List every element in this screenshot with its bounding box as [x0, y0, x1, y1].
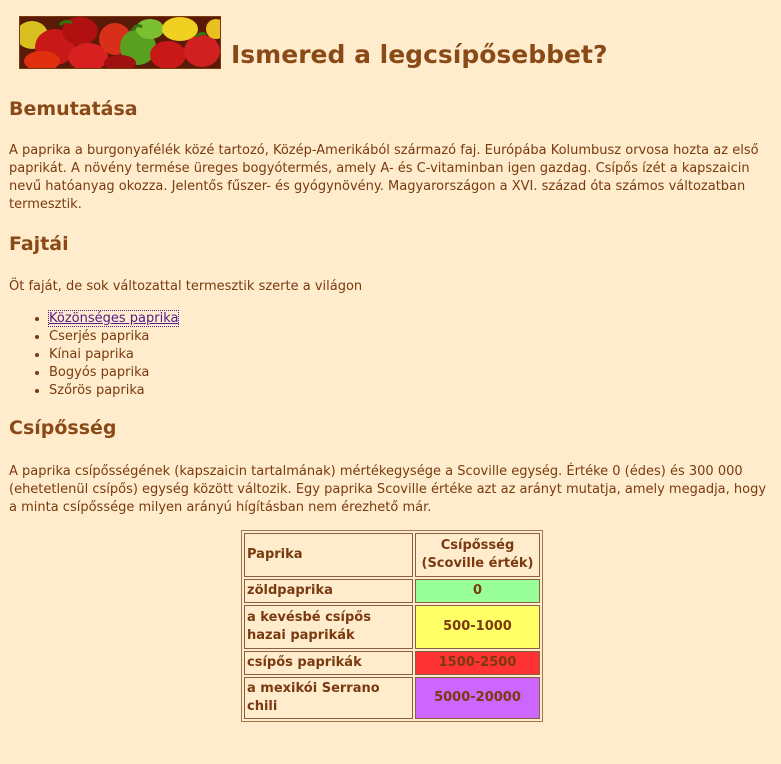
- pepper-name: zöldpaprika: [244, 579, 413, 603]
- col-header-paprika: Paprika: [244, 533, 413, 577]
- types-heading: Fajtái: [9, 233, 69, 255]
- scoville-value: 0: [415, 579, 540, 603]
- scoville-value: 5000-20000: [415, 677, 540, 719]
- peppers-banner-image: [19, 16, 221, 69]
- heat-heading: Csípősség: [9, 417, 117, 439]
- intro-heading: Bemutatása: [9, 98, 138, 120]
- scoville-value: 1500-2500: [415, 651, 540, 675]
- heat-paragraph: A paprika csípősségének (kapszaicin tartalmának) mértékegysége a Scoville egység. Értéke 0 (édes) és 300 000 (ehetetlenül csípős) egység között változik. Egy paprika Scoville értéke azt az arányt mutatja, amely megadja, hogy a minta csípőssége milyen arányú hígításban nem érezhető már.: [9, 464, 767, 515]
- table-row: [244, 605, 540, 649]
- scoville-table: [241, 530, 543, 722]
- list-item: • Cserjés paprika: [49, 328, 769, 346]
- pepper-name: csípős paprikák: [244, 651, 413, 675]
- list-item: • Szőrös paprika: [49, 382, 769, 400]
- types-section: [9, 233, 769, 400]
- heat-section: [9, 417, 769, 517]
- col-header-heat: Csípősség (Scoville érték): [415, 533, 540, 577]
- table-row: [244, 677, 540, 719]
- table-row: [244, 579, 540, 603]
- type-link-kozonseges[interactable]: Közönséges paprika: [49, 311, 179, 326]
- list-item[interactable]: [49, 310, 769, 328]
- intro-section: [9, 98, 769, 214]
- scoville-value: 500-1000: [415, 605, 540, 649]
- intro-paragraph: A paprika a burgonyafélék közé tartozó, Közép-Amerikából származó faj. Európába Kolumbusz orvosa hozta az első paprikát. A növény termése üreges bogyótermés, amely A- és C-vitaminban igen gazdag. Csípős ízét a kapszaicin nevű hatóanyag okozza. Jelentős fűszer- és gyógynövény. Magyarországon a XVI. század óta számos változatban termesztik.: [9, 143, 759, 212]
- pepper-name: a kevésbé csípős hazai paprikák: [244, 605, 413, 649]
- table-header-row: [244, 533, 540, 577]
- pepper-name: a mexikói Serrano chili: [244, 677, 413, 719]
- page-header: [0, 0, 781, 78]
- table-row: [244, 651, 540, 675]
- list-item: • Bogyós paprika: [49, 364, 769, 382]
- list-item: • Kínai paprika: [49, 346, 769, 364]
- types-list: [9, 310, 769, 400]
- scoville-table-wrapper: [241, 530, 543, 722]
- types-paragraph: Öt faját, de sok változattal termesztik szerte a világon: [9, 279, 363, 294]
- page-title: Ismered a legcsípősebbet?: [231, 40, 608, 69]
